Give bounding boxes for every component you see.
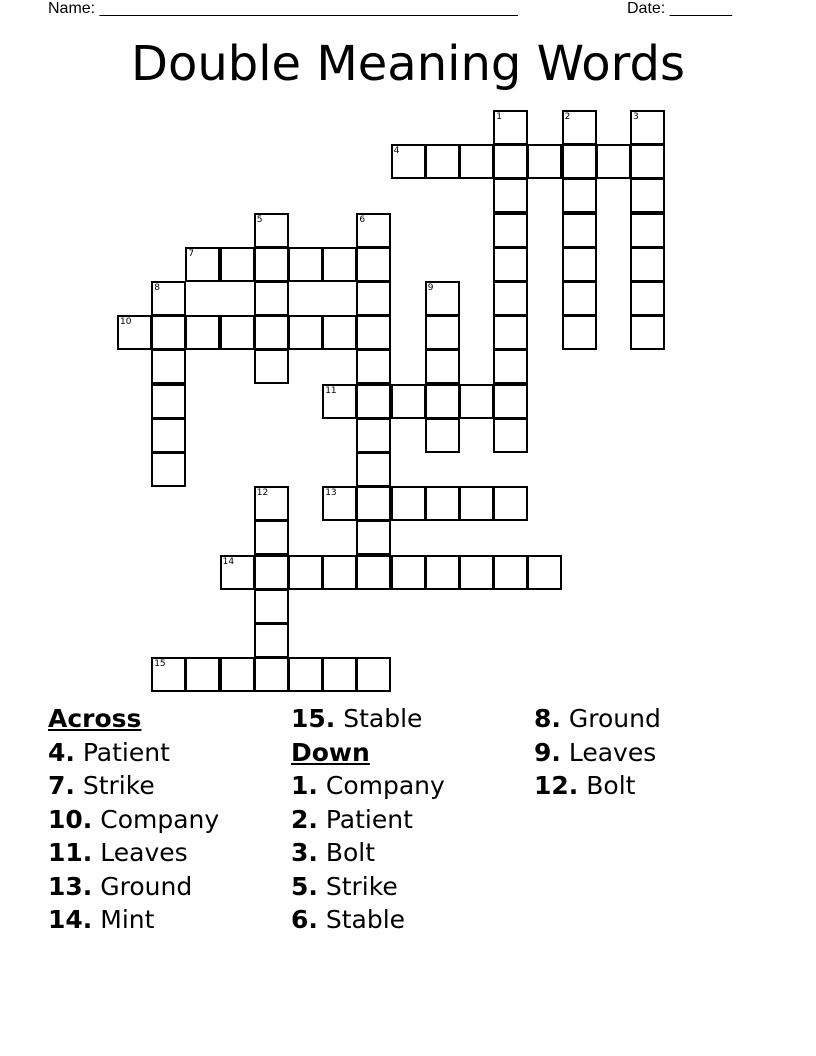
clue-text: Patient bbox=[82, 737, 170, 767]
grid-cell[interactable] bbox=[630, 110, 665, 145]
grid-cell[interactable] bbox=[425, 486, 460, 521]
clue-item bbox=[48, 903, 288, 937]
clue-item bbox=[534, 736, 774, 770]
grid-cell[interactable] bbox=[493, 281, 528, 316]
clue-item bbox=[48, 803, 288, 837]
grid-cell[interactable] bbox=[630, 315, 665, 350]
grid-cell[interactable] bbox=[254, 213, 289, 248]
clue-item bbox=[48, 870, 288, 904]
grid-cell[interactable] bbox=[356, 384, 391, 419]
grid-cell[interactable] bbox=[493, 418, 528, 453]
cell-number: 5 bbox=[256, 214, 263, 225]
grid-cell[interactable] bbox=[356, 349, 391, 384]
grid-cell[interactable] bbox=[322, 315, 357, 350]
clue-number: 15. bbox=[291, 704, 336, 733]
clue-item bbox=[291, 903, 531, 937]
grid-cell[interactable] bbox=[322, 486, 357, 521]
grid-cell[interactable] bbox=[254, 281, 289, 316]
grid-cell[interactable] bbox=[151, 281, 186, 316]
clue-text: Stable bbox=[325, 905, 406, 934]
grid-cell[interactable] bbox=[254, 349, 289, 384]
grid-cell[interactable] bbox=[185, 657, 220, 692]
grid-cell[interactable] bbox=[254, 555, 289, 590]
grid-cell[interactable] bbox=[220, 315, 255, 350]
grid-cell[interactable] bbox=[254, 486, 289, 521]
clue-number: 4. bbox=[48, 737, 75, 767]
clue-number: 12. bbox=[534, 771, 579, 800]
grid-cell[interactable] bbox=[356, 418, 391, 453]
clue-text: Stable bbox=[343, 704, 423, 733]
grid-cell[interactable] bbox=[254, 589, 289, 624]
grid-cell[interactable] bbox=[425, 349, 460, 384]
across-heading: Across bbox=[48, 704, 142, 733]
grid-cell[interactable] bbox=[562, 247, 597, 282]
clue-number: 13. bbox=[48, 871, 93, 901]
clue-text: Ground bbox=[568, 704, 661, 733]
page-title: Double Meaning Words bbox=[131, 36, 685, 92]
grid-cell[interactable] bbox=[493, 315, 528, 350]
clue-number: 14. bbox=[48, 905, 93, 934]
clue-text: Patient bbox=[325, 804, 413, 834]
cell-number: 1 bbox=[496, 112, 502, 122]
clue-number: 9. bbox=[534, 737, 561, 767]
grid-cell[interactable] bbox=[220, 657, 255, 692]
grid-cell[interactable] bbox=[425, 418, 460, 453]
grid-cell[interactable] bbox=[117, 315, 152, 350]
grid-cell[interactable] bbox=[151, 349, 186, 384]
grid-cell[interactable] bbox=[356, 555, 391, 590]
grid-cell[interactable] bbox=[151, 452, 186, 487]
clue-text: Ground bbox=[100, 871, 193, 901]
grid-cell[interactable] bbox=[185, 247, 220, 282]
grid-cell[interactable] bbox=[493, 110, 528, 145]
clue-text: Bolt bbox=[586, 771, 636, 800]
grid-cell[interactable] bbox=[322, 555, 357, 590]
cell-number: 9 bbox=[427, 283, 434, 293]
grid-cell[interactable] bbox=[562, 178, 597, 213]
clue-item bbox=[291, 803, 531, 837]
clue-text: Strike bbox=[325, 871, 398, 901]
grid-cell[interactable] bbox=[425, 144, 460, 179]
clue-number: 1. bbox=[291, 771, 318, 800]
grid-cell[interactable] bbox=[322, 384, 357, 419]
grid-cell[interactable] bbox=[391, 384, 426, 419]
grid-cell[interactable] bbox=[356, 247, 391, 282]
cell-number: 7 bbox=[188, 248, 195, 259]
grid-cell[interactable] bbox=[630, 213, 665, 248]
grid-cell[interactable] bbox=[493, 486, 528, 521]
cell-number: 15 bbox=[154, 659, 166, 670]
clue-text: Company bbox=[325, 771, 445, 800]
grid-cell[interactable] bbox=[185, 315, 220, 350]
cell-number: 13 bbox=[325, 488, 337, 499]
grid-cell[interactable] bbox=[288, 555, 323, 590]
grid-cell[interactable] bbox=[356, 452, 391, 487]
grid-cell[interactable] bbox=[356, 520, 391, 555]
clue-text: Strike bbox=[82, 771, 155, 800]
grid-cell[interactable] bbox=[459, 555, 494, 590]
grid-cell[interactable] bbox=[391, 486, 426, 521]
grid-cell[interactable] bbox=[493, 555, 528, 590]
date-field-label: Date: _______ bbox=[627, 0, 732, 17]
clue-item bbox=[291, 702, 531, 736]
grid-cell[interactable] bbox=[254, 247, 289, 282]
clue-item bbox=[291, 836, 531, 870]
cell-number: 6 bbox=[359, 214, 366, 225]
grid-cell[interactable] bbox=[356, 486, 391, 521]
clue-item bbox=[48, 736, 288, 770]
cell-number: 14 bbox=[222, 556, 235, 567]
grid-cell[interactable] bbox=[527, 555, 562, 590]
grid-cell[interactable] bbox=[288, 315, 323, 350]
grid-cell[interactable] bbox=[459, 384, 494, 419]
grid-cell[interactable] bbox=[425, 281, 460, 316]
grid-cell[interactable] bbox=[562, 110, 597, 145]
grid-cell[interactable] bbox=[630, 281, 665, 316]
grid-cell[interactable] bbox=[151, 384, 186, 419]
grid-cell[interactable] bbox=[425, 315, 460, 350]
grid-cell[interactable] bbox=[391, 144, 426, 179]
grid-cell[interactable] bbox=[151, 657, 186, 692]
grid-cell[interactable] bbox=[254, 623, 289, 658]
grid-cell[interactable] bbox=[562, 213, 597, 248]
grid-cell[interactable] bbox=[254, 657, 289, 692]
clues-column-3 bbox=[534, 702, 774, 803]
grid-cell[interactable] bbox=[151, 315, 186, 350]
cell-number: 12 bbox=[256, 488, 269, 499]
clue-text: Mint bbox=[100, 905, 155, 934]
clue-number: 11. bbox=[48, 838, 93, 867]
clue-number: 5. bbox=[291, 871, 318, 901]
grid-cell[interactable] bbox=[493, 144, 528, 179]
grid-cell[interactable] bbox=[493, 384, 528, 419]
down-heading: Down bbox=[291, 737, 370, 767]
clue-text: Bolt bbox=[325, 838, 376, 867]
clue-item bbox=[48, 769, 288, 803]
clue-number: 6. bbox=[291, 905, 318, 934]
grid-cell[interactable] bbox=[630, 144, 665, 179]
cell-number: 8 bbox=[154, 283, 160, 293]
grid-cell[interactable] bbox=[596, 144, 631, 179]
clue-number: 3. bbox=[291, 838, 318, 867]
grid-cell[interactable] bbox=[493, 178, 528, 213]
grid-cell[interactable] bbox=[391, 555, 426, 590]
clue-number: 7. bbox=[48, 771, 75, 800]
grid-cell[interactable] bbox=[220, 555, 255, 590]
grid-cell[interactable] bbox=[527, 144, 562, 179]
clue-item bbox=[291, 769, 531, 803]
clue-text: Leaves bbox=[100, 838, 188, 867]
grid-cell[interactable] bbox=[356, 281, 391, 316]
cell-number: 4 bbox=[393, 146, 400, 157]
grid-cell[interactable] bbox=[254, 315, 289, 350]
grid-cell[interactable] bbox=[562, 281, 597, 316]
clue-text: Leaves bbox=[568, 737, 657, 767]
clue-number: 10. bbox=[48, 804, 93, 834]
grid-cell[interactable] bbox=[425, 384, 460, 419]
grid-cell[interactable] bbox=[254, 520, 289, 555]
grid-cell[interactable] bbox=[459, 144, 494, 179]
clues-column-1 bbox=[48, 702, 288, 937]
clue-item bbox=[534, 702, 774, 736]
cell-number: 10 bbox=[120, 317, 132, 328]
clue-number: 2. bbox=[291, 804, 318, 834]
grid-cell[interactable] bbox=[356, 315, 391, 350]
clue-number: 8. bbox=[534, 704, 561, 733]
clue-item bbox=[534, 769, 774, 803]
grid-cell[interactable] bbox=[288, 247, 323, 282]
grid-cell[interactable] bbox=[288, 657, 323, 692]
clue-item bbox=[48, 836, 288, 870]
grid-cell[interactable] bbox=[356, 657, 391, 692]
grid-cell[interactable] bbox=[151, 418, 186, 453]
cell-number: 3 bbox=[633, 112, 639, 122]
grid-cell[interactable] bbox=[322, 247, 357, 282]
grid-cell[interactable] bbox=[459, 486, 494, 521]
clue-item bbox=[291, 870, 531, 904]
clues-column-2 bbox=[291, 702, 531, 937]
cell-number: 2 bbox=[564, 112, 571, 122]
cell-number: 11 bbox=[325, 385, 337, 396]
grid-cell[interactable] bbox=[493, 213, 528, 248]
grid-cell[interactable] bbox=[562, 144, 597, 179]
clue-text: Company bbox=[100, 804, 220, 834]
grid-cell[interactable] bbox=[493, 247, 528, 282]
grid-cell[interactable] bbox=[493, 349, 528, 384]
grid-cell[interactable] bbox=[630, 178, 665, 213]
grid-cell[interactable] bbox=[425, 555, 460, 590]
grid-cell[interactable] bbox=[322, 657, 357, 692]
grid-cell[interactable] bbox=[356, 213, 391, 248]
grid-cell[interactable] bbox=[220, 247, 255, 282]
grid-cell[interactable] bbox=[562, 315, 597, 350]
name-field-label: Name: _______________________________________________ bbox=[48, 0, 518, 17]
grid-cell[interactable] bbox=[630, 247, 665, 282]
